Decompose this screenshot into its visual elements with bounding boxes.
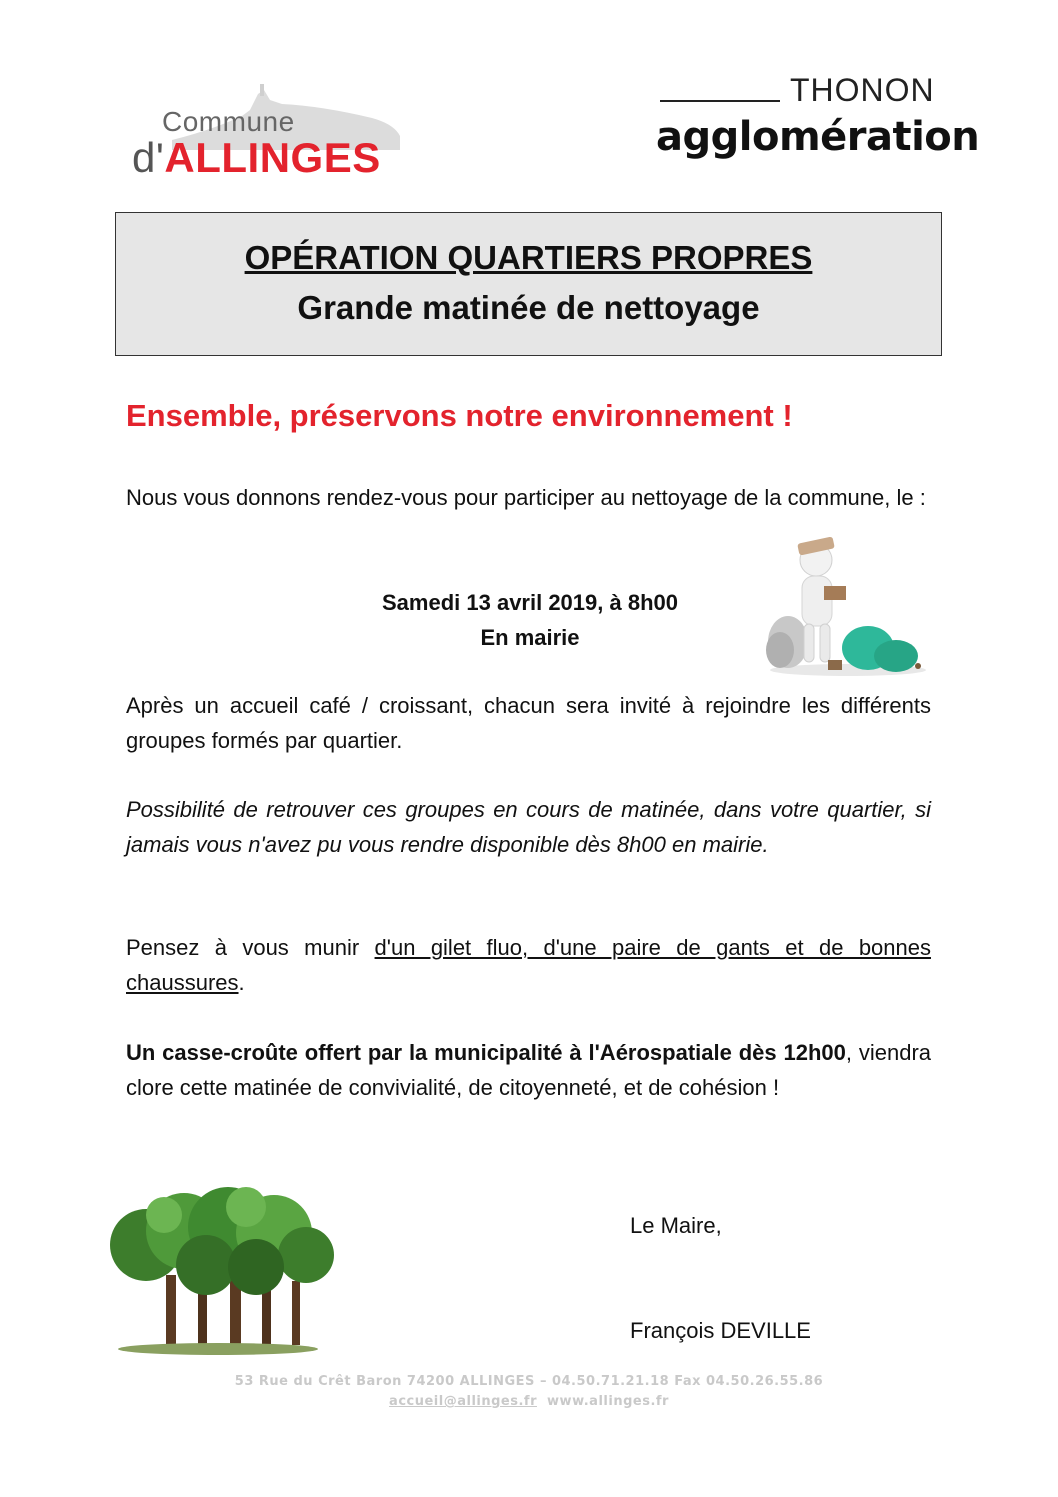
logo-thonon-text: THONON: [790, 72, 935, 108]
event-date: Samedi 13 avril 2019, à 8h00: [382, 590, 678, 615]
logo-prefix: d': [132, 134, 165, 181]
allinges-logo: [132, 80, 402, 184]
logo-commune-text: Commune: [162, 106, 295, 137]
casse-croute-bold: Un casse-croûte offert par la municipalité à l'Aérospatiale dès 12h00: [126, 1040, 846, 1065]
signature-name: François DEVILLE: [630, 1318, 811, 1343]
thonon-agglomeration-logo: [650, 72, 980, 162]
event-place: En mairie: [480, 625, 580, 650]
footer-email-link[interactable]: accueil@allinges.fr: [389, 1394, 537, 1409]
page-subtitle: Grande matinée de nettoyage: [297, 289, 760, 326]
logo-agglomeration-text: agglomération: [656, 114, 980, 160]
event-details: [300, 585, 760, 655]
equipment-paragraph: [126, 930, 931, 1000]
equipment-end: .: [238, 970, 245, 995]
footer-address: 53 Rue du Crêt Baron 74200 ALLINGES – 04.50.71.21.18 Fax 04.50.26.55.86: [234, 1374, 824, 1389]
logo-rule: [660, 100, 780, 102]
slogan: Ensemble, préservons notre environnement !: [126, 398, 793, 433]
equipment-intro: Pensez à vous munir: [126, 935, 375, 960]
footer: [0, 1372, 1058, 1412]
casse-croute-paragraph: [126, 1035, 931, 1105]
footer-website-link[interactable]: www.allinges.fr: [547, 1394, 669, 1409]
signature-role: Le Maire,: [630, 1213, 722, 1238]
logo-commune-name: [132, 134, 381, 182]
possibilite-paragraph: Possibilité de retrouver ces groupes en cours de matinée, dans votre quartier, si jamais vous n'avez pu vous rendre disponible dès 8h00 en mairie.: [126, 797, 931, 857]
accueil-paragraph: Après un accueil café / croissant, chacun sera invité à rejoindre les différents groupes formés par quartier.: [126, 693, 931, 753]
equipment-list: d'un gilet fluo, d'une paire de gants et de bonnes chaussures: [126, 935, 931, 995]
logo-town-name: ALLINGES: [164, 134, 381, 181]
trees-illustration: [106, 1185, 336, 1357]
page-title: OPÉRATION QUARTIERS PROPRES: [244, 239, 813, 276]
cleaner-illustration: [758, 520, 930, 680]
casse-croute-rest: , viendra clore cette matinée de convivialité, de citoyenneté, et de cohésion !: [126, 1040, 932, 1100]
title-box: [115, 212, 942, 356]
intro-paragraph: Nous vous donnons rendez-vous pour participer au nettoyage de la commune, le :: [126, 485, 926, 510]
footer-contact: [0, 1392, 1058, 1412]
